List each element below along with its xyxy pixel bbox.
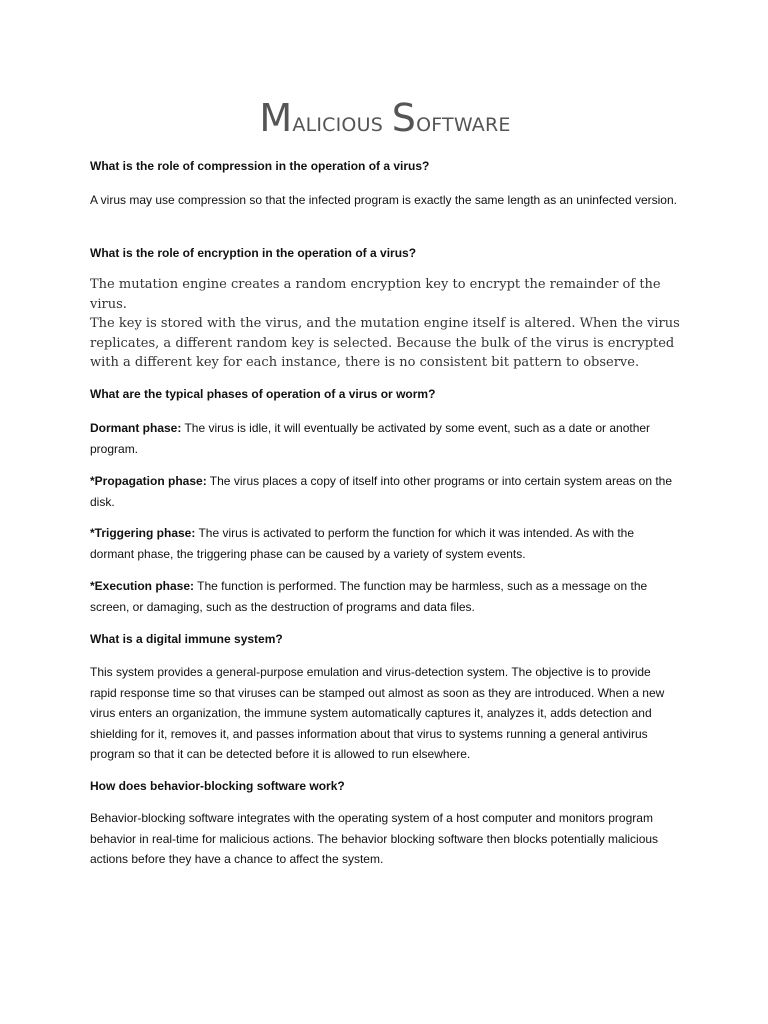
phase-propagation-label: *Propagation phase: [90, 474, 207, 488]
title-initial-m: M [259, 96, 293, 140]
answer-encryption-paragraph-1: The mutation engine creates a random encryption key to encrypt the remainder of the virus. [90, 277, 661, 312]
question-digital-immune: What is a digital immune system? [90, 632, 283, 646]
phase-propagation-text: The virus places a copy of itself into other programs or into certain system areas on the disk. [90, 474, 673, 509]
title-word-1-rest: alicious [292, 107, 383, 138]
phase-dormant-text: The virus is idle, it will eventually be activated by some event, such as a date or another program. [90, 421, 651, 456]
answer-compression: A virus may use compression so that the infected program is exactly the same length as an uninfected version. [90, 193, 677, 207]
question-phases: What are the typical phases of operation of a virus or worm? [90, 387, 436, 401]
phase-dormant-label: Dormant phase: [90, 421, 182, 435]
title-initial-s: S [391, 96, 417, 140]
title-word-2-rest: oftware [416, 107, 511, 138]
question-encryption: What is the role of encryption in the operation of a virus? [90, 246, 417, 260]
phase-execution [90, 576, 680, 617]
phase-dormant [90, 418, 680, 459]
phase-triggering-label: *Triggering phase: [90, 526, 196, 540]
answer-encryption-paragraph-2: The key is stored with the virus, and the mutation engine itself is altered. When the virus replicates, a different random key is selected. Because the bulk of the virus is encrypted with a different key for each instance, there is no consistent bit pattern to observe. [90, 316, 680, 370]
phase-triggering-text: The virus is activated to perform the function for which it was intended. As with the dormant phase, the triggering phase can be caused by a variety of system events. [90, 526, 635, 561]
phase-triggering [90, 523, 680, 564]
phase-execution-text: The function is performed. The function may be harmless, such as a message on the screen, or damaging, such as the destruction of programs and data files. [90, 579, 648, 614]
answer-encryption [90, 275, 685, 373]
phase-propagation [90, 471, 680, 512]
phase-execution-label: *Execution phase: [90, 579, 195, 593]
answer-digital-immune: This system provides a general-purpose emulation and virus-detection system. The objective is to provide rapid response time so that viruses can be stamped out almost as soon as they are introduced. When a new virus enters an organization, the immune system automatically captures it, analyzes it, adds detection and shielding for it, removes it, and passes information about that virus to systems running a general antivirus program so that it can be detected before it is allowed to run elsewhere. [90, 665, 665, 761]
question-behavior-blocking: How does behavior-blocking software work? [90, 779, 345, 793]
question-compression: What is the role of compression in the operation of a virus? [90, 159, 430, 173]
answer-behavior-blocking: Behavior-blocking software integrates with the operating system of a host computer and monitors program behavior in real-time for malicious actions. The behavior blocking software then blocks potentially malicious actions before they have a chance to affect the system. [90, 811, 659, 866]
page-title [90, 96, 680, 145]
